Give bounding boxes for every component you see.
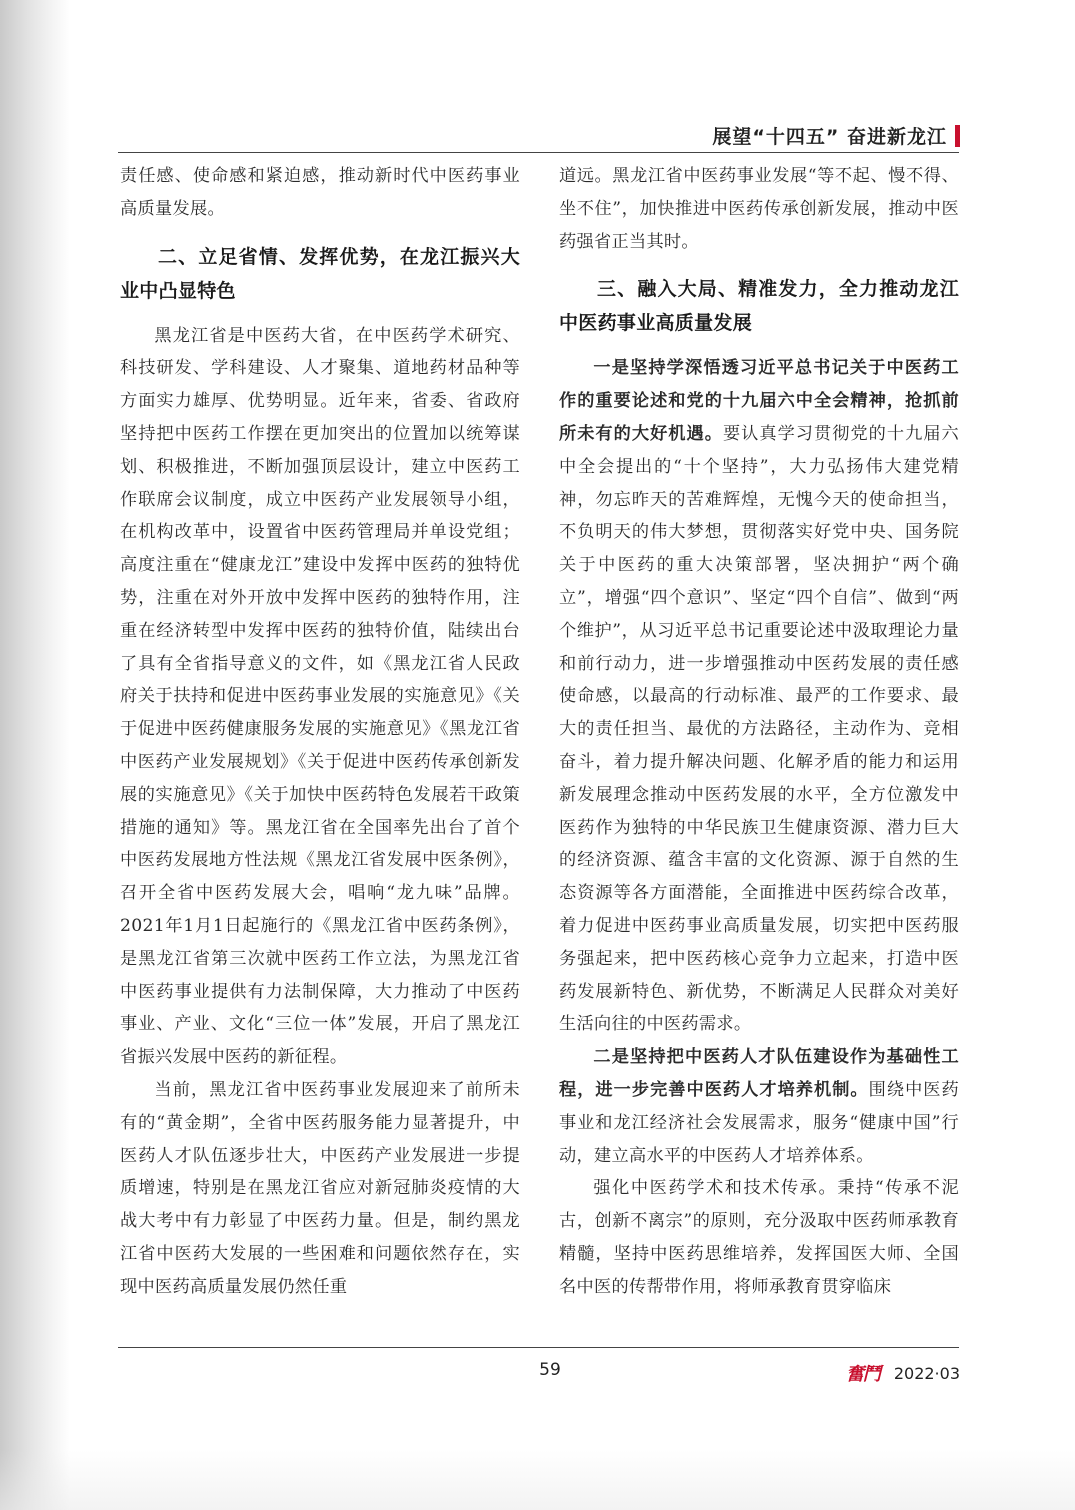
running-header [712,122,960,149]
paragraph-text: 责任感、使命感和紧迫感，推动新时代中医药事业高质量发展。 [120,166,520,219]
body-paragraph [120,1074,520,1304]
header-rule [118,152,959,153]
paragraph-text: 要认真学习贯彻党的十九届六中全会提出的“十个坚持”，大力弘扬伟大建党精神，勿忘昨天的苦难辉煌，无愧今天的使命担当，不负明天的伟大梦想，贯彻落实好党中央、国务院关于中医药的重大决策部署，坚决拥护“两个确立”，增强“四个意识”、坚定“四个自信”、做到“两个维护”，从习近平总书记重要论述中汲取理论力量和前行动力，进一步增强推动中医药发展的责任感使命感，以最高的行动标准、最严的工作要求、最大的责任担当、最优的方法路径，主动作为、竞相奋斗，着力提升解决问题、化解矛盾的能力和运用新发展理念推动中医药发展的水平，全方位激发中医药作为独特的中华民族卫生健康资源、潜力巨大的经济资源、蕴含丰富的文化资源、源于自然的生态资源等各方面潜能，全面推进中医药综合改革，着力促进中医药事业高质量发展，切实把中医药服务强起来，把中医药核心竞争力立起来，打造中医药发展新特色、新优势，不断满足人民群众对美好生活向往的中医药需求。 [559,423,959,1035]
page-bottom-shade [0,1450,1075,1510]
emphasis-lead: 一是坚持学深悟透习近平总书记关于中医药工作的重要论述和党的十九届六中全会精神，抢抓前所未有的大好机遇。 [559,358,959,444]
emphasis-lead: 二是坚持把中医药人才队伍建设作为基础性工程，进一步完善中医药人才培养机制。 [559,1047,959,1100]
body-paragraph [559,1041,959,1172]
body-paragraph [559,352,959,1041]
right-column [559,160,959,1304]
section-heading: 二、立足省情、发挥优势，在龙江振兴大业中凸显特色 [120,245,520,302]
paragraph-text: 围绕中医药事业和龙江经济社会发展需求，服务“健康中国”行动，建立高水平的中医药人才培养体系。 [559,1079,959,1166]
header-accent-bar [955,125,960,147]
paragraph-text: 当前，黑龙江省中医药事业发展迎来了前所未有的“黄金期”，全省中医药服务能力显著提升，中医药人才队伍逐步壮大，中医药产业发展进一步提质增速，特别是在黑龙江省应对新冠肺炎疫情的大战大考中有力彰显了中医药力量。但是，制约黑龙江省中医药大发展的一些困难和问题依然存在，实现中医药高质量发展仍然任重 [120,1079,520,1297]
magazine-logo: 奮鬥 [845,1364,880,1385]
body-paragraph [559,1172,959,1303]
issue-number: 2022·03 [893,1363,960,1383]
footer-rule [118,1347,959,1348]
body-paragraph [120,320,520,1074]
body-paragraph [559,160,959,258]
header-title: 展望“十四五” 奋进新龙江 [712,126,947,148]
paragraph-text: 道远。黑龙江省中医药事业发展“等不起、慢不得、坐不住”，加快推进中医药传承创新发展，推动中医药强省正当其时。 [559,166,959,252]
page-edge-shadow [0,0,70,1510]
footer-brand [846,1360,960,1386]
page-number: 59 [539,1360,561,1380]
left-column [120,160,520,1304]
paragraph-text: 黑龙江省是中医药大省，在中医药学术研究、科技研发、学科建设、人才聚集、道地药材品种等方面实力雄厚、优势明显。近年来，省委、省政府坚持把中医药工作摆在更加突出的位置加以统筹谋划、积极推进，不断加强顶层设计，建立中医药工作联席会议制度，成立中医药产业发展领导小组，在机构改革中，设置省中医药管理局并单设党组；高度注重在“健康龙江”建设中发挥中医药的独特优势，注重在对外开放中发挥中医药的独特作用，注重在经济转型中发挥中医药的独特价值，陆续出台了具有全省指导意义的文件，如《黑龙江省人民政府关于扶持和促进中医药事业发展的实施意见》《关于促进中医药健康服务发展的实施意见》《黑龙江省中医药产业发展规划》《关于促进中医药传承创新发展的实施意见》《关于加快中医药特色发展若干政策措施的通知》等。黑龙江省在全国率先出台了首个中医药发展地方性法规《黑龙江省发展中医条例》，召开全省中医药发展大会，唱响“龙九味”品牌。2021年1月1日起施行的《黑龙江省中医药条例》，是黑龙江省第三次就中医药工作立法，为黑龙江省中医药事业提供有力法制保障，大力推动了中医药事业、产业、文化“三位一体”发展，开启了黑龙江省振兴发展中医药的新征程。 [120,325,520,1068]
section-heading: 三、融入大局、精准发力，全力推动龙江中医药事业高质量发展 [559,278,959,335]
body-paragraph [120,160,520,226]
paragraph-text: 强化中医药学术和技术传承。秉持“传承不泥古，创新不离宗”的原则，充分汲取中医药师承教育精髓，坚持中医药思维培养，发挥国医大师、全国名中医的传帮带作用，将师承教育贯穿临床 [559,1178,959,1297]
